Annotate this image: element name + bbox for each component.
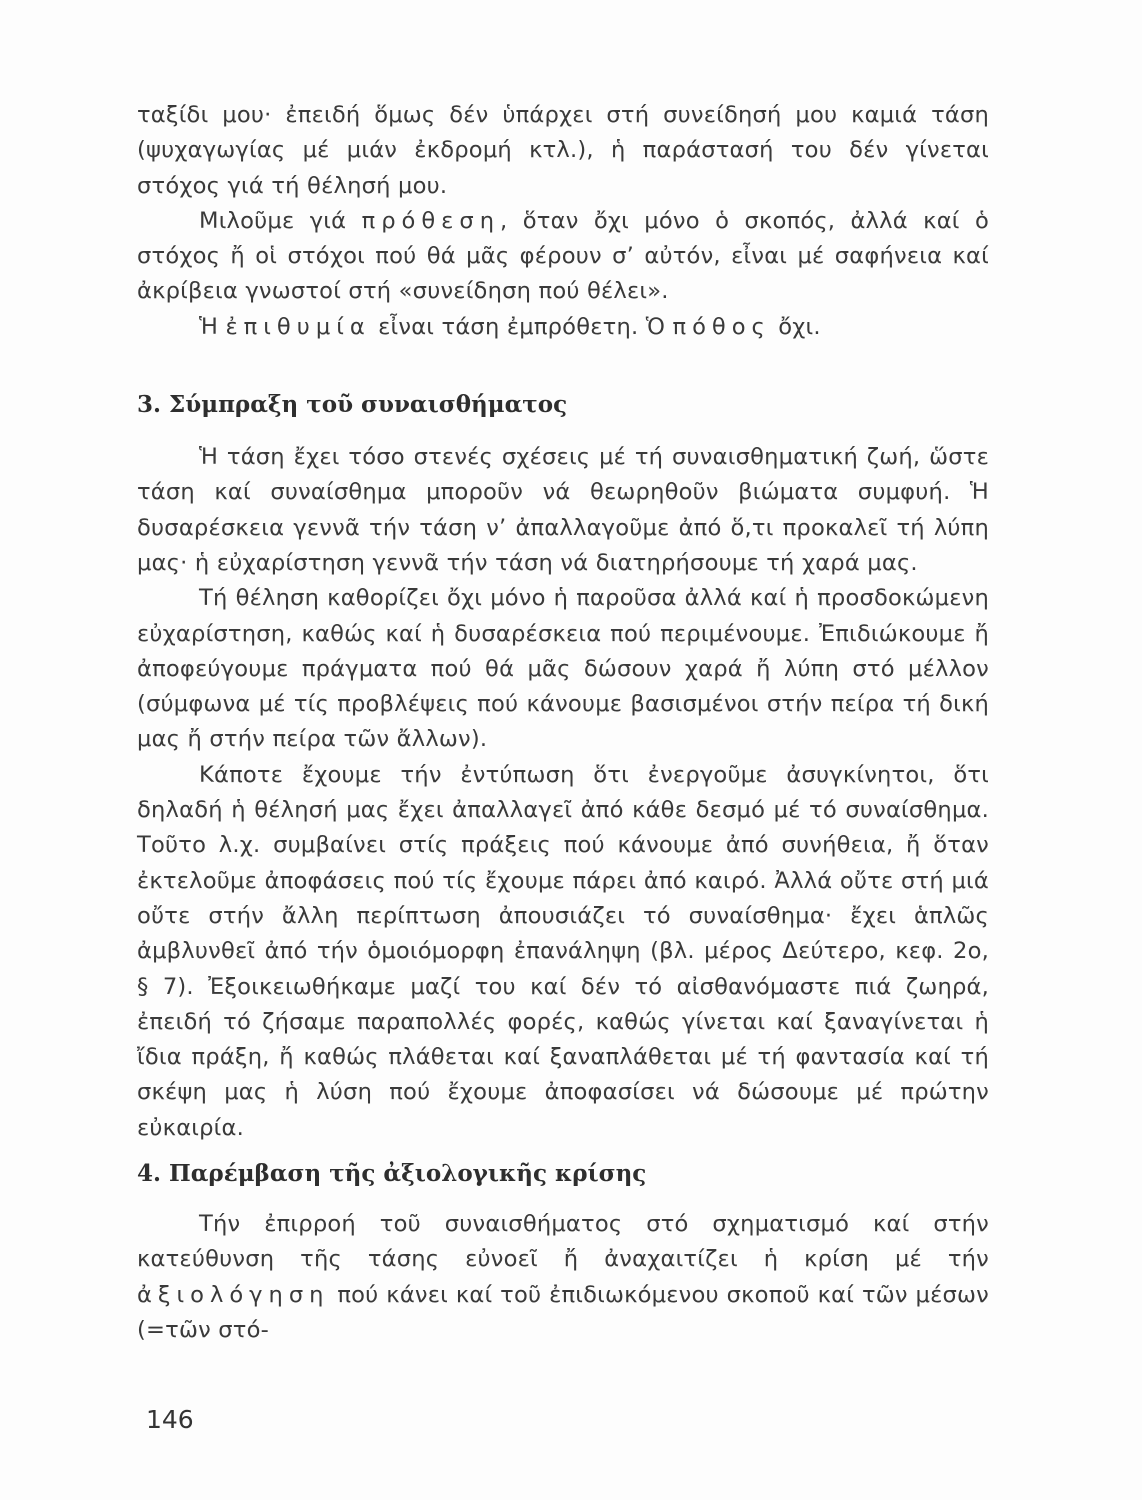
text: Ὁ: [645, 313, 673, 340]
text-column: [137, 98, 989, 1348]
text: πού κάνει καί τοῦ ἐπιδιωκόμενου σκοποῦ καί τῶν μέσων (=τῶν στό-: [137, 1281, 989, 1343]
text: Μιλοῦμε γιά: [199, 207, 362, 234]
paragraph: Κάποτε ἔχουμε τήν ἐντύπωση ὅτι ἐνεργοῦμε ἀσυγκίνητοι, ὅτι δηλαδή ἡ θέλησή μας ἔχει ἀπαλλαγεῖ ἀπό κάθε δεσμό μέ τό συναίσθημα. Τοῦτο λ.χ. συμβαίνει στίς πράξεις πού κάνουμε ἀπό συνήθεια, ἤ ὅταν ἐκτελοῦμε ἀποφάσεις πού τίς ἔχουμε πάρει ἀπό καιρό. Ἀλλά οὔτε στή μιά οὔτε στήν ἄλλη περίπτωση ἀπουσιάζει τό συναίσθημα· ἔχει ἁπλῶς ἀμβλυνθεῖ ἀπό τήν ὁμοιόμορφη ἐπανάληψη (βλ. μέρος Δεύτερο, κεφ. 2ο, § 7). Ἐξοικειωθήκαμε μαζί του καί δέν τό αἰσθανόμαστε πιά ζωηρά, ἐπειδή τό ζήσαμε παραπολλές φορές, καθώς γίνεται καί ξαναγίνεται ἡ ἴδια πράξη, ἤ καθώς πλάθεται καί ξαναπλάθεται μέ τή φαντασία καί τή σκέψη μας ἡ λύση πού ἔχουμε ἀποφασίσει νά δώσουμε μέ πρώτην εὐκαιρία.: [137, 761, 989, 1141]
paragraph: Ἡ τάση ἔχει τόσο στενές σχέσεις μέ τή συναισθηματική ζωή, ὥστε τάση καί συναίσθημα μποροῦν νά θεωρηθοῦν βιώματα συμφυή. Ἡ δυσαρέσκεια γεννᾶ τήν τάση ν’ ἀπαλλαγοῦμε ἀπό ὅ,τι προκαλεῖ τή λύπη μας· ἡ εὐχαρίστηση γεννᾶ τήν τάση νά διατηρήσουμε τή χαρά μας.: [137, 444, 989, 576]
text: ὄχι.: [770, 313, 821, 340]
paragraph: Τή θέληση καθορίζει ὄχι μόνο ἡ παροῦσα ἀλλά καί ἡ προσδοκώμενη εὐχαρίστηση, καθώς καί ἡ δυσαρέσκεια πού περιμένουμε. Ἐπιδιώκουμε ἤ ἀποφεύγουμε πράγματα πού θά μᾶς δώσουν χαρά ἤ λύπη στό μέλλον (σύμφωνα μέ τίς προβλέψεις πού κάνουμε βασισμένοι στήν πείρα τή δική μας ἤ στήν πείρα τῶν ἄλλων).: [137, 585, 989, 753]
paragraph: [137, 310, 989, 345]
paragraph: [137, 1207, 989, 1348]
section-heading: 4. Παρέμβαση τῆς ἀξιολογικῆς κρίσης: [137, 1160, 647, 1188]
spaced-term: ἀξιολόγηση: [137, 1281, 330, 1308]
spaced-term: ἐπιθυμία: [225, 313, 371, 340]
spaced-term: πόθος: [672, 313, 771, 340]
section-heading: 3. Σύμπραξη τοῦ συναισθήματος: [137, 391, 568, 419]
paragraph: ταξίδι μου· ἐπειδή ὅμως δέν ὑπάρχει στή συνείδησή μου καμιά τάση (ψυχαγωγίας μέ μιάν ἐκδρομή κτλ.), ἡ παράστασή του δέν γίνεται στόχος γιά τή θέλησή μου.: [137, 102, 989, 199]
text: Ἡ: [199, 313, 226, 340]
text: , ὅταν ὄχι μόνο ὁ σκοπός, ἀλλά καί ὁ στόχος ἤ οἱ στόχοι πού θά μᾶς φέρουν σ’ αὐτόν, εἶναι μέ σαφήνεια καί ἀκρίβεια γνωστοί στή «συνείδηση πού θέλει».: [137, 207, 990, 305]
spaced-term: πρόθεση: [361, 207, 501, 234]
paragraph: [137, 204, 989, 310]
page-number: 146: [146, 1405, 194, 1434]
text: εἶναι τάση ἐμπρόθετη.: [370, 313, 646, 340]
text: Τήν ἐπιρροή τοῦ συναισθήματος στό σχηματισμό καί στήν κατεύθυνση τῆς τάσης εὐνοεῖ ἤ ἀναχαιτίζει ἡ κρίση μέ τήν: [137, 1211, 989, 1273]
